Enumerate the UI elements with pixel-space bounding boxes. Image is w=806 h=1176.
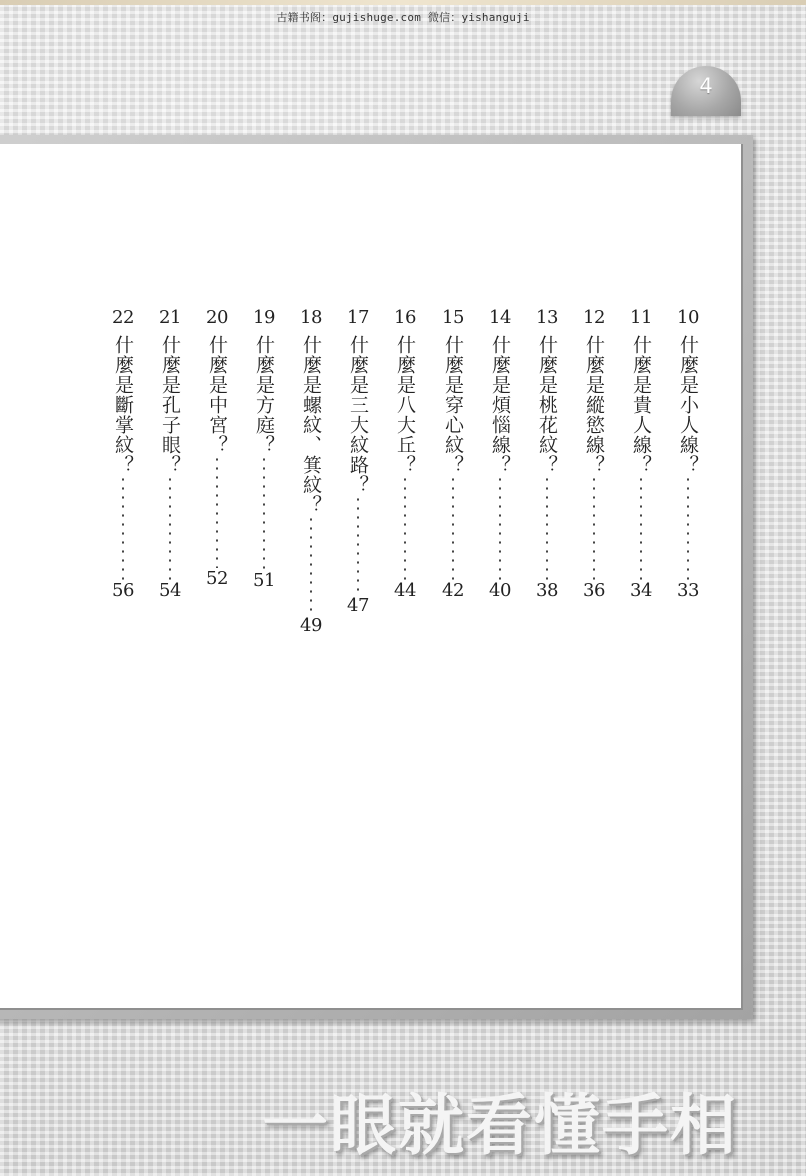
- toc-entry-page: 40: [489, 580, 511, 601]
- toc-entry[interactable]: [345, 307, 371, 617]
- toc-entry-title: 什麼是小人線？: [677, 335, 699, 475]
- toc-leader-dots: [310, 515, 312, 615]
- toc-entry-page: 47: [347, 595, 369, 616]
- toc-entry-number: 21: [159, 307, 181, 328]
- toc-entry[interactable]: [298, 307, 324, 637]
- toc-entry[interactable]: [204, 307, 230, 590]
- toc-entry-number: 15: [442, 307, 464, 328]
- toc-leader-dots: [122, 475, 124, 580]
- toc-entry[interactable]: [251, 307, 277, 592]
- toc-entry-title: 什麼是桃花紋？: [536, 335, 558, 475]
- toc-entry-number: 19: [253, 307, 275, 328]
- toc-entry-number: 14: [489, 307, 511, 328]
- toc-leader-dots: [593, 475, 595, 580]
- toc-entry-number: 20: [206, 307, 228, 328]
- toc-entry-page: 51: [253, 570, 275, 591]
- toc-entry-page: 38: [536, 580, 558, 601]
- toc-entry-title: 什麼是縱慾線？: [583, 335, 605, 475]
- toc-entry[interactable]: [392, 307, 418, 602]
- toc-leader-dots: [640, 475, 642, 580]
- toc-entry-page: 52: [206, 568, 228, 589]
- toc-entry-page: 56: [112, 580, 134, 601]
- toc-entry-page: 42: [442, 580, 464, 601]
- book-title: 一眼就看懂手相: [262, 1086, 738, 1164]
- toc-entry[interactable]: [110, 307, 136, 602]
- toc-entry[interactable]: [534, 307, 560, 602]
- toc-leader-dots: [687, 475, 689, 580]
- toc-leader-dots: [169, 475, 171, 580]
- toc-entry-number: 10: [677, 307, 699, 328]
- toc-leader-dots: [499, 475, 501, 580]
- toc-entry-number: 22: [112, 307, 134, 328]
- toc-entry-title: 什麼是方庭？: [253, 335, 275, 455]
- toc-entry-page: 44: [394, 580, 416, 601]
- top-border-strip: [0, 0, 806, 5]
- toc-entry-page: 49: [300, 615, 322, 636]
- toc-leader-dots: [216, 455, 218, 568]
- toc-entry-title: 什麼是中宮？: [206, 335, 228, 455]
- toc-entry[interactable]: [157, 307, 183, 602]
- toc-entry[interactable]: [628, 307, 654, 602]
- toc-entry-title: 什麼是孔子眼？: [159, 335, 181, 475]
- page-number: 4: [699, 74, 713, 98]
- toc-entry[interactable]: [487, 307, 513, 602]
- toc-entry-page: 54: [159, 580, 181, 601]
- toc-entry[interactable]: [581, 307, 607, 602]
- toc-entry-number: 12: [583, 307, 605, 328]
- toc-entry-title: 什麼是三大紋路？: [347, 335, 369, 495]
- toc-entry-title: 什麼是貴人線？: [630, 335, 652, 475]
- toc-entry-number: 11: [630, 307, 652, 328]
- toc-leader-dots: [546, 475, 548, 580]
- toc-entry-page: 36: [583, 580, 605, 601]
- toc-entry[interactable]: [675, 307, 701, 602]
- toc-entry-number: 17: [347, 307, 369, 328]
- toc-entry-page: 34: [630, 580, 652, 601]
- toc-entry-number: 18: [300, 307, 322, 328]
- toc-entry-number: 16: [394, 307, 416, 328]
- toc-entry-page: 33: [677, 580, 699, 601]
- page-number-badge: [671, 66, 741, 116]
- toc-leader-dots: [404, 475, 406, 580]
- toc-entry-title: 什麼是煩惱線？: [489, 335, 511, 475]
- toc-entry-title: 什麼是螺紋、箕紋？: [300, 335, 322, 515]
- toc-leader-dots: [452, 475, 454, 580]
- toc-entry-title: 什麼是斷掌紋？: [112, 335, 134, 475]
- toc-leader-dots: [357, 495, 359, 595]
- watermark-text: 古籍书阁：gujishuge.com 微信：yishanguji: [276, 11, 530, 24]
- toc-entry-number: 13: [536, 307, 558, 328]
- toc-entry[interactable]: [440, 307, 466, 602]
- toc-entry-title: 什麼是穿心紋？: [442, 335, 464, 475]
- toc-entry-title: 什麼是八大丘？: [394, 335, 416, 475]
- toc-leader-dots: [263, 455, 265, 570]
